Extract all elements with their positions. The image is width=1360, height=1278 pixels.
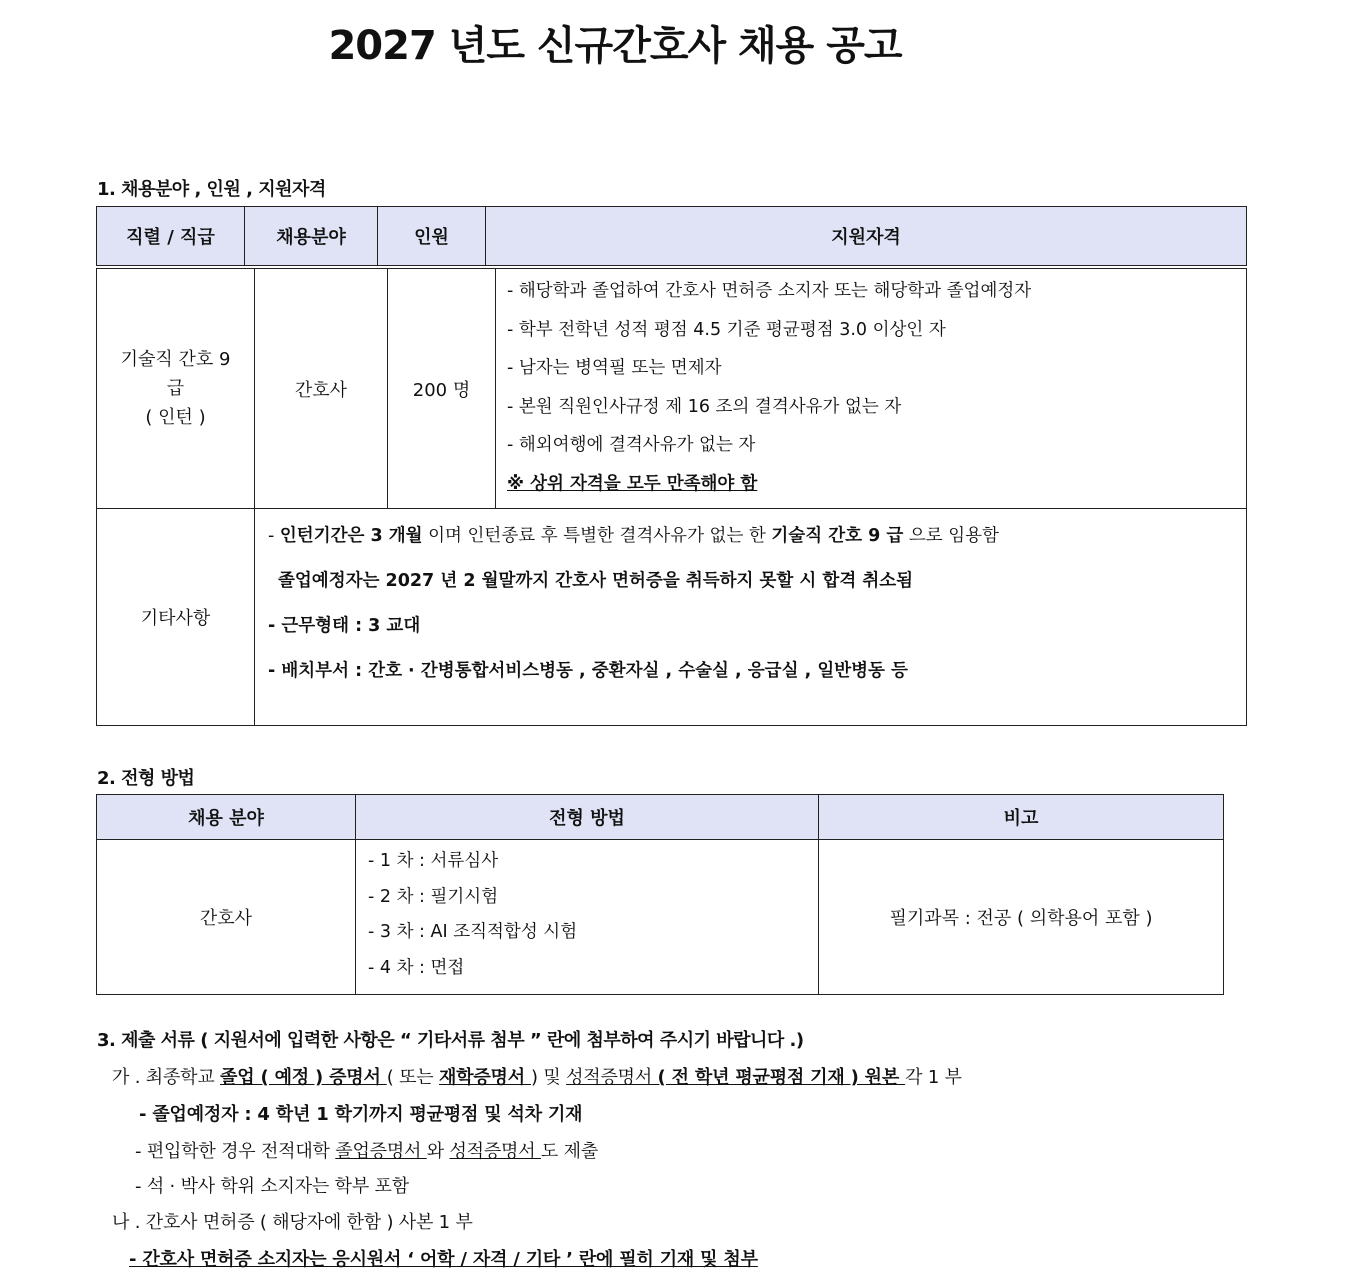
header-method: 전형 방법 [356, 795, 819, 840]
etc-line: - 인턴기간은 3 개월 이며 인턴종료 후 특별한 결격사유가 없는 한 기술직 간호 9 급 으로 임용함 [268, 526, 999, 546]
qualification-table [96, 268, 1247, 726]
documents-item-a: 가 . 최종학교 졸업 ( 예정 ) 증명서 ( 또는 재학증명서 ) 및 성적증명서 ( 전 학년 평균평점 기재 ) 원본 각 1 부 [112, 1067, 962, 1088]
note-cell: 필기과목 : 전공 ( 의학용어 포함 ) [819, 840, 1224, 995]
etc-line: 졸업예정자는 2027 년 2 월말까지 간호사 면허증을 취득하지 못할 시 합격 취소됨 [278, 571, 914, 591]
selection-step: - 3 차 : AI 조직적합성 시험 [368, 922, 578, 942]
etc-label: 기타사항 [97, 509, 255, 726]
selection-step: - 4 차 : 면접 [368, 957, 465, 978]
qualification-note: ※ 상위 자격을 모두 만족해야 함 [507, 473, 758, 494]
selection-step: - 2 차 : 필기시험 [368, 886, 499, 907]
position-line: ( 인턴 ) [145, 407, 206, 428]
qualification-item: - 학부 전학년 성적 평점 4.5 기준 평균평점 3.0 이상인 자 [507, 319, 946, 340]
header-field: 채용 분야 [97, 795, 356, 840]
header-count: 인원 [378, 207, 486, 266]
header-field: 채용분야 [245, 207, 378, 266]
field-cell: 간호사 [255, 269, 388, 509]
steps-cell [356, 840, 819, 995]
header-note: 비고 [819, 795, 1224, 840]
header-qualifications: 지원자격 [486, 207, 1247, 266]
selection-step: - 1 차 : 서류심사 [368, 851, 499, 871]
etc-line: - 배치부서 : 간호 · 간병통합서비스병동 , 중환자실 , 수술실 , 응급실 , 일반병동 등 [268, 661, 908, 681]
position-line: 급 [166, 378, 185, 399]
section3-heading: 3. 제출 서류 ( 지원서에 입력한 사항은 “ 기타서류 첨부 ” 란에 첨부하여 주시기 바랍니다 .) [97, 1030, 804, 1051]
etc-content [255, 509, 1247, 726]
position-cell [97, 269, 255, 509]
documents-item-a-sub2: - 편입학한 경우 전적대학 졸업증명서 와 성적증명서 도 제출 [135, 1141, 599, 1162]
qualification-item: - 해외여행에 결격사유가 없는 자 [507, 435, 756, 456]
section2-heading: 2. 전형 방법 [97, 768, 195, 789]
position-line: 기술직 간호 9 [120, 349, 231, 370]
header-position: 직렬 / 직급 [97, 207, 245, 266]
documents-item-a-sub1: - 졸업예정자 : 4 학년 1 학기까지 평균평점 및 석차 기재 [139, 1104, 583, 1125]
qualifications-cell [496, 269, 1247, 509]
documents-item-a-sub3: - 석 · 박사 학위 소지자는 학부 포함 [135, 1176, 409, 1197]
documents-item-b-sub1: - 간호사 면허증 소지자는 응시원서 ‘ 어학 / 자격 / 기타 ’ 란에 필히 기재 및 첨부 [129, 1249, 758, 1270]
selection-table [96, 794, 1224, 995]
qualification-table-header [96, 206, 1247, 266]
etc-line: - 근무형태 : 3 교대 [268, 616, 421, 636]
qualification-item: - 해당학과 졸업하여 간호사 면허증 소지자 또는 해당학과 졸업예정자 [507, 281, 1032, 301]
count-cell: 200 명 [388, 269, 496, 509]
page-title: 2027 년도 신규간호사 채용 공고 [328, 23, 902, 69]
qualification-item: - 본원 직원인사규정 제 16 조의 결격사유가 없는 자 [507, 396, 902, 417]
field-cell: 간호사 [97, 840, 356, 995]
section1-heading: 1. 채용분야 , 인원 , 지원자격 [97, 179, 326, 200]
documents-item-b: 나 . 간호사 면허증 ( 해당자에 한함 ) 사본 1 부 [112, 1212, 473, 1233]
qualification-item: - 남자는 병역필 또는 면제자 [507, 358, 722, 379]
